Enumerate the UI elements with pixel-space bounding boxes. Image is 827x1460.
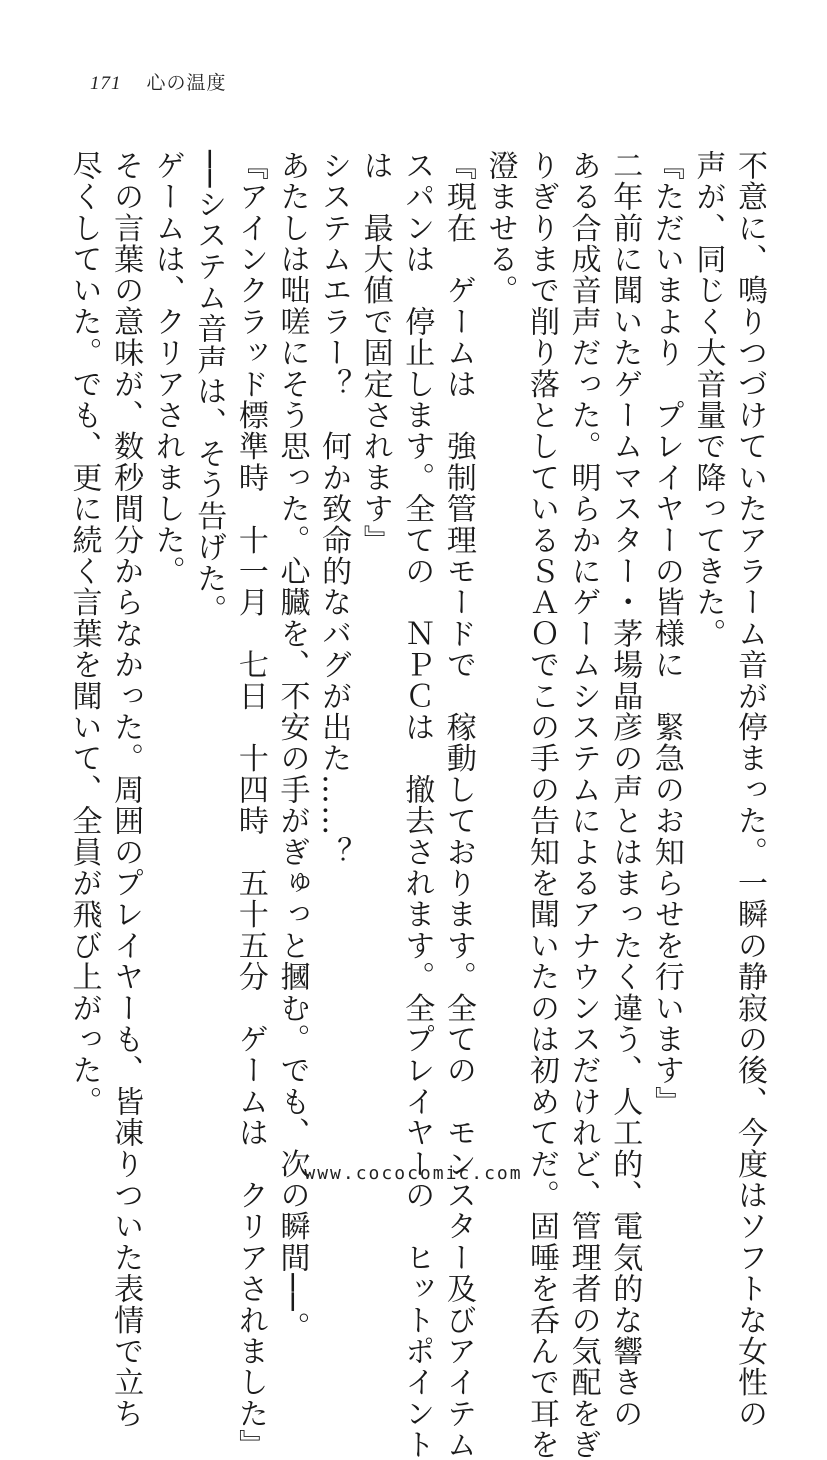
text-line: スパンは 停止します。全ての ＮＰＣは 撤去されます。全プレイヤーの ヒットポイント [399, 150, 435, 1460]
text-line: ある合成音声だった。明らかにゲームシステムによるアナウンスだけれど、管理者の気配をぎ [565, 150, 601, 1460]
text-line: ゲームは、クリアされました。 [149, 150, 185, 587]
text-line: 『現在 ゲームは 強制管理モードで 稼動しております。全ての モンスター及びアイテム [440, 150, 476, 1460]
text-line: は 最大値で固定されます』 [357, 150, 393, 556]
text-line: 澄ませる。 [482, 150, 518, 306]
text-line: りぎりまで削り落としているＳＡＯでこの手の告知を聞いたのは初めてだ。固唾を呑んで耳を [524, 150, 560, 1460]
text-line: 『ただいまより プレイヤーの皆様に 緊急のお知らせを行います』 [648, 150, 684, 1118]
page-number: 171 [90, 73, 122, 94]
text-line: その言葉の意味が、数秒間分からなかった。周囲のプレイヤーも、皆凍りついた表情で立ち [108, 150, 144, 1430]
footer-url: www.cococomic.com [304, 1163, 523, 1184]
text-line: ──システム音声は、そう告げた。 [191, 150, 227, 626]
text-line: あたしは咄嗟にそう思った。心臓を、不安の手がぎゅっと摑む。でも、次の瞬間──。 [274, 150, 310, 1343]
text-line: 声が、同じく大音量で降ってきた。 [690, 150, 726, 650]
running-header [90, 68, 227, 95]
chapter-title: 心の温度 [146, 72, 227, 94]
text-line: 尽くしていた。でも、更に続く言葉を聞いて、全員が飛び上がった。 [66, 150, 102, 1118]
text-line: システムエラー？ 何か致命的なバグが出た……？ [316, 150, 352, 868]
text-line: 『アインクラッド標準時 十一月 七日 十四時 五十五分 ゲームは クリアされました』 [232, 150, 268, 1460]
text-line: 二年前に聞いたゲームマスター・茅場晶彦の声とはまったく違う、人工的、電気的な響きの [607, 150, 643, 1430]
text-line: 不意に、鳴りつづけていたアラーム音が停まった。一瞬の静寂の後、今度はソフトな女性の [732, 150, 767, 1430]
